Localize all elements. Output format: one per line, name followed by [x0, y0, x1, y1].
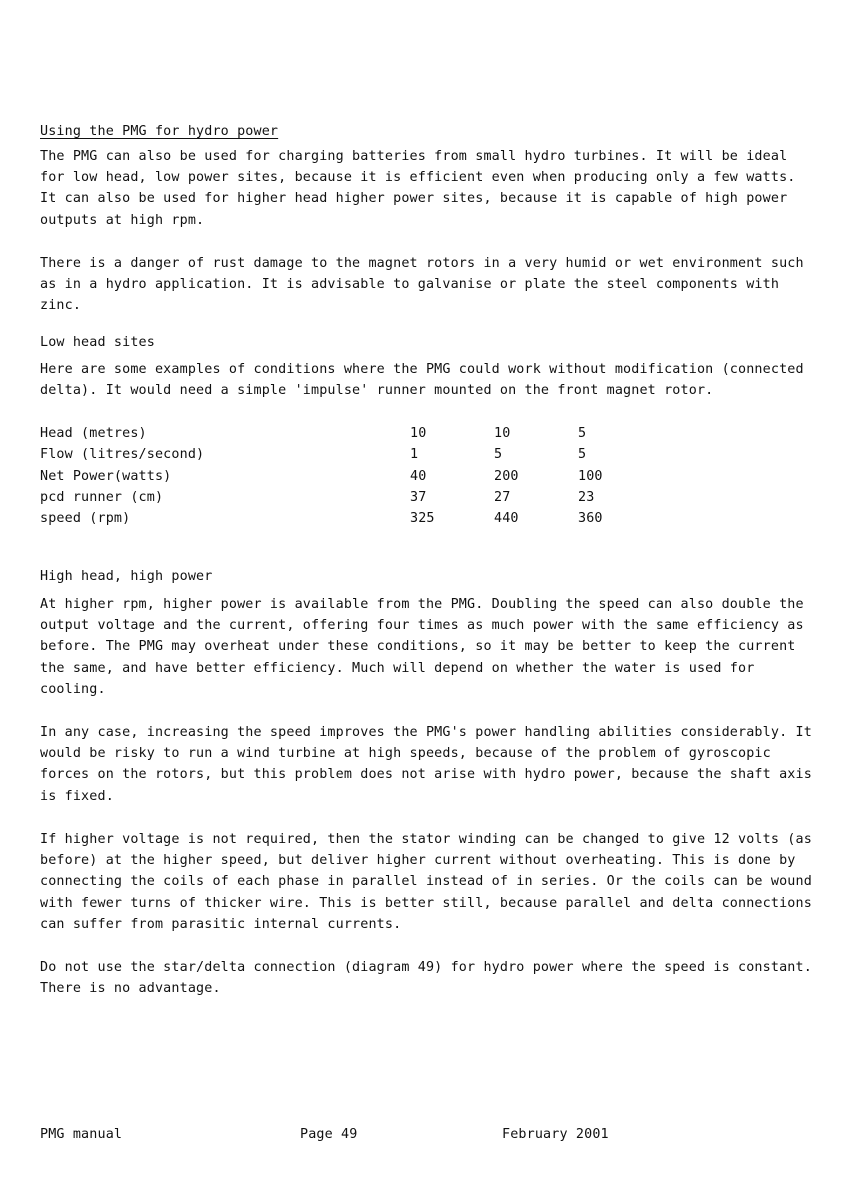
- intro-paragraph-1: The PMG can also be used for charging batteries from small hydro turbines. It will be ideal for low head, low power sites, because it is efficient even when producing only a few watts. It can also be used for higher head higher power sites, because it is capable of high power outputs at high rpm.: [40, 149, 796, 228]
- table-cell: 1: [410, 447, 419, 463]
- table-cell: 100: [578, 468, 603, 484]
- table-row: [40, 487, 638, 508]
- table-cell: 10: [410, 426, 427, 441]
- table-cell: 440: [494, 511, 519, 527]
- table-row: [40, 466, 638, 487]
- table-cell: pcd runner (cm): [40, 489, 164, 505]
- table-row: [40, 423, 638, 444]
- table-cell: 360: [578, 511, 603, 527]
- table-cell: 5: [578, 447, 587, 463]
- intro-paragraph-2: There is a danger of rust damage to the magnet rotors in a very humid or wet environment such as in a hydro application. It is advisable to galvanise or plate the steel components with zinc.: [40, 256, 804, 314]
- table-cell: 27: [494, 489, 511, 505]
- table-row: [40, 444, 638, 465]
- footer-date: February 2001: [502, 1127, 609, 1142]
- table-cell: Flow (litres/second): [40, 447, 205, 463]
- high-head-paragraph-2: In any case, increasing the speed improves the PMG's power handling abilities considerably. It would be risky to run a wind turbine at high speeds, because of the problem of gyroscopic forces on the rotors, but this problem does not arise with hydro power, because the shaft axis is fixed.: [40, 725, 812, 804]
- table-cell: 40: [410, 468, 427, 484]
- table-cell: 5: [578, 426, 587, 441]
- table-row: [40, 508, 638, 529]
- footer-page-number: Page 49: [300, 1127, 358, 1142]
- table-cell: 23: [578, 489, 595, 505]
- table-cell: Head (metres): [40, 426, 147, 441]
- hydro-conditions-table: [40, 423, 638, 529]
- table-cell: 325: [410, 511, 435, 527]
- low-head-title: Low head sites: [40, 335, 155, 350]
- footer-doc-title: PMG manual: [40, 1127, 123, 1142]
- low-head-intro: Here are some examples of conditions where the PMG could work without modification (connected delta). It would need a simple 'impulse' runner mounted on the front magnet rotor.: [40, 362, 804, 399]
- table-cell: 37: [410, 489, 427, 505]
- table-cell: 200: [494, 468, 519, 484]
- table-cell: speed (rpm): [40, 511, 131, 527]
- high-head-title: High head, high power: [40, 569, 213, 584]
- high-head-paragraph-4: Do not use the star/delta connection (diagram 49) for hydro power where the speed is constant. There is no advantage.: [40, 960, 812, 997]
- table-cell: 5: [494, 447, 503, 463]
- high-head-paragraph-1: At higher rpm, higher power is available from the PMG. Doubling the speed can also double the output voltage and the current, offering four times as much power with the same efficiency as before. The PMG may overheat under these conditions, so it may be better to keep the current the same, and have better efficiency. Much will depend on whether the water is used for cooling.: [40, 597, 804, 697]
- high-head-paragraph-3: If higher voltage is not required, then the stator winding can be changed to give 12 volts (as before) at the higher speed, but deliver higher current without overheating. This is done by connecting the coils of each phase in parallel instead of in series. Or the coils can be wound with fewer turns of thicker wire. This is better still, because parallel and delta connections can suffer from parasitic internal currents.: [40, 832, 812, 932]
- table-cell: 10: [494, 426, 511, 441]
- table-cell: Net Power(watts): [40, 468, 172, 484]
- section-title: Using the PMG for hydro power: [40, 124, 279, 139]
